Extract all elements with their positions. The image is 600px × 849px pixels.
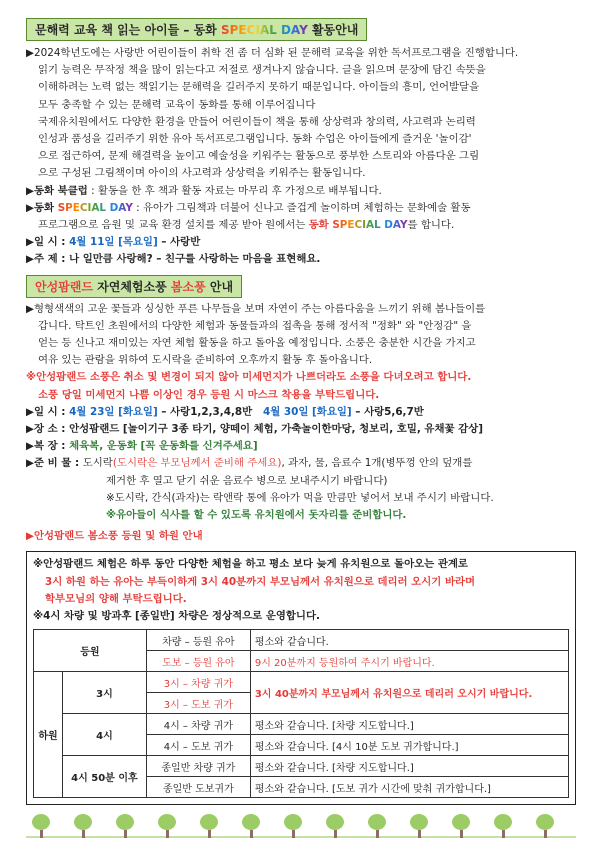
picnic-date-line (26, 404, 576, 421)
cell-note: 평소와 같습니다. [차량 지도합니다.] (250, 756, 568, 777)
tree-icon (242, 814, 260, 838)
date-1: 4월 23일 [화요일] (69, 405, 158, 418)
date-class: – 사랑반 (157, 236, 201, 249)
special-day-line-2 (26, 217, 576, 234)
intro-line: 얻는 등 신나고 재미있는 자연 체험 활동을 하고 돌아올 예정입니다. 소풍은 충분한 시간을 가지고 (38, 337, 476, 350)
theme-value: 나 일만큼 사랑해? – 친구를 사랑하는 마음을 표현해요. (69, 253, 321, 266)
intro-line: ▶형형색색의 고운 꽃들과 싱싱한 푸른 나무들을 보며 자연이 주는 아름다움을 느끼기 위해 봄나들이를 (26, 302, 486, 315)
tree-icon (158, 814, 176, 838)
dismissal-title: ▶안성팜랜드 봄소풍 등원 및 하원 안내 (26, 530, 203, 543)
cell-type: 종일반 도보귀가 (146, 777, 250, 798)
tree-icon (410, 814, 428, 838)
table-row (34, 714, 569, 735)
intro-line: ▶2024학년도에는 사랑반 어린이들이 취학 전 좀 더 심화 된 문해력 교육을 위한 독서프로그램을 진행합니다. (26, 47, 519, 59)
picnic-info (26, 301, 576, 525)
prep-a: 도시락 (82, 457, 113, 470)
tree-icon (200, 814, 218, 838)
cell-type: 3시 – 도보 귀가 (146, 693, 250, 714)
tree-icon (452, 814, 470, 838)
cell-note: 9시 20분까지 등원하여 주시기 바랍니다. (250, 651, 568, 672)
date-2: 4월 30일 [화요일] (263, 405, 352, 418)
reading-date-line (26, 234, 576, 251)
title-mid: 자연체험소풍 (92, 279, 171, 294)
tree-icon (32, 814, 50, 838)
place-value: 안성팜랜드 [놀이기구 3종 타기, 양떼이 체험, 가축놀이한마당, 청보리, 호밀, 유채꽃 감상] (69, 423, 483, 436)
cell-time: 3시 (63, 672, 147, 714)
sp-text-c: 동화 (308, 219, 333, 232)
special-day-line (26, 200, 576, 217)
sp-text-b: 프로그램으로 음원 및 교육 환경 설치를 제공 받아 원에서는 (38, 219, 309, 232)
prep-d: 제거한 후 열고 닫기 쉬운 음료수 병으로 보내주시기 바랍니다) (106, 474, 388, 487)
tree-icon (494, 814, 512, 838)
notice-line: ※안성팜랜드 소풍은 취소 및 변경이 되지 않아 미세먼지가 나쁘더라도 소풍을 다녀오려고 합니다. (26, 371, 472, 384)
table-row (34, 756, 569, 777)
cell-note: 평소와 같습니다. (250, 630, 568, 651)
cell-type: 도보 – 등원 유아 (146, 651, 250, 672)
cell-note: 평소와 같습니다. [차량 지도합니다.] (250, 714, 568, 735)
title-picnic: 봄소풍 (170, 279, 206, 294)
intro-line: 갑니다. 탁트인 초원에서의 다양한 체험과 동물들과의 접촉을 통해 정서적 "정화" 와 "안정감" 을 (38, 319, 472, 332)
tree-icon (368, 814, 386, 838)
place-label: ▶장 소 : (26, 423, 70, 436)
tree-icon (536, 814, 554, 838)
cell-hawon: 하원 (34, 672, 63, 798)
reading-intro (26, 45, 576, 269)
cell-type: 4시 – 도보 귀가 (146, 735, 250, 756)
date-2-class: – 사랑5,6,7반 (351, 405, 424, 418)
cell-type: 3시 – 차량 귀가 (146, 672, 250, 693)
theme-label: ▶주 제 : (26, 253, 70, 266)
picnic-dress-line (26, 438, 576, 455)
bookclub-line (26, 183, 576, 200)
date-1-class: – 사랑1,2,3,4,8반 (157, 405, 253, 418)
special-day-text: SPECIAL DAY (220, 23, 308, 37)
tree-icon (284, 814, 302, 838)
tree-border-decoration (26, 808, 576, 838)
picnic-prep-line (26, 455, 576, 472)
prep-b: (도시락은 부모님께서 준비해 주세요) (112, 457, 282, 470)
cell-type: 종일반 차량 귀가 (146, 756, 250, 777)
notice-line: 소풍 당일 미세먼지 나쁨 이상인 경우 등원 시 마스크 착용을 부탁드립니다. (38, 388, 380, 401)
dismissal-table (33, 629, 569, 798)
date-value: 4월 11일 [목요일] (69, 236, 158, 249)
newsletter-page (26, 18, 576, 805)
cell-type: 4시 – 차량 귀가 (146, 714, 250, 735)
section-title-reading (26, 18, 367, 41)
intro-line: 으로 구성된 그림책이며 아이의 사고력과 상상력을 키워주는 활동입니다. (38, 167, 366, 180)
bookclub-text: : 활동을 한 후 책과 활동 자료는 마무리 후 가정으로 배부됩니다. (87, 184, 382, 197)
cell-note: 평소와 같습니다. [도보 귀가 시간에 맞춰 귀가합니다.] (250, 777, 568, 798)
tree-icon (326, 814, 344, 838)
title-end: 안내 (205, 279, 234, 294)
bookclub-label: ▶동화 북클럽 (26, 184, 88, 197)
dress-label: ▶복 장 : (26, 440, 70, 453)
prep-label: ▶준 비 물 : (26, 457, 83, 470)
prep-f: ※유아들이 식사를 할 수 있도록 유치원에서 돗자리를 준비합니다. (106, 509, 407, 522)
dismissal-box (26, 551, 576, 805)
cell-time: 4시 50분 이후 (63, 756, 147, 798)
tree-icon (74, 814, 92, 838)
cell-note: 평소와 같습니다. [4시 10분 도보 귀가합니다.] (250, 735, 568, 756)
title-text: 문해력 교육 책 읽는 아이들 – 동화 (35, 23, 221, 37)
cell-dengwon: 등원 (34, 630, 147, 672)
cell-time: 4시 (63, 714, 147, 756)
title-text-end: 활동안내 (307, 23, 359, 37)
table-row (34, 672, 569, 693)
reading-theme-line (26, 251, 576, 268)
box-line: 학부모님의 양해 부탁드립니다. (45, 592, 187, 605)
sp-label-rainbow: SPECIAL DAY (57, 201, 133, 214)
cell-type: 차량 – 등원 유아 (146, 630, 250, 651)
title-farm: 안성팜랜드 (35, 279, 93, 294)
prep-e: ※도시락, 간식(과자)는 락앤락 통에 유아가 먹을 만큼만 넣어서 보내 주시기 바랍니다. (106, 491, 494, 504)
date-label: ▶일 시 : (26, 236, 70, 249)
sp-text-e: 를 합니다. (407, 219, 455, 232)
box-line: ※안성팜랜드 체험은 하루 동안 다양한 체험을 하고 평소 보다 늦게 유치원으로 돌아오는 관계로 (33, 558, 468, 571)
intro-line: 인성과 품성을 길러주기 위한 유아 독서프로그램입니다. 동화 수업은 아이들에게 즐거운 '놀이감' (38, 133, 472, 146)
box-line: 3시 하원 하는 유아는 부득이하게 3시 40분까지 부모님께서 유치원으로 데리러 오시기 바라며 (45, 575, 476, 588)
intro-line: 모두 충족할 수 있는 문해력 교육이 동화를 통해 이루어집니다 (38, 98, 316, 111)
dress-value: 체육복, 운동화 [꼭 운동화를 신겨주세요] (69, 440, 258, 453)
table-row (34, 630, 569, 651)
tree-icon (116, 814, 134, 838)
intro-line: 국제유치원에서도 다양한 환경을 만들어 어린이들이 책을 통해 상상력과 창의력, 사고력과 논리력 (38, 115, 476, 128)
intro-line: 으로 접근하여, 문제 해결력을 높이고 예술성을 키워주는 활동으로 풍부한 스토리와 아름다운 그림 (38, 150, 480, 163)
sp-label: ▶동화 (26, 201, 58, 214)
box-line: ※4시 차량 및 방과후 [종일반] 차량은 정상적으로 운영합니다. (33, 610, 320, 623)
prep-c: , 과자, 물, 음료수 1개(병뚜껑 안의 덮개를 (281, 457, 473, 470)
sp-text-d: SPECIAL DAY (332, 219, 408, 232)
sp-text: : 유아가 그림책과 더불어 신나고 즐겁게 놀이하며 체험하는 문화예술 활동 (132, 201, 471, 214)
cell-note: 3시 40분까지 부모님께서 유치원으로 데리러 오시기 바랍니다. (250, 672, 568, 714)
intro-line: 여유 있는 관람을 위하여 도시락을 준비하여 오후까지 활동 후 돌아옵니다. (38, 354, 373, 367)
date-label: ▶일 시 : (26, 405, 70, 418)
intro-line: 이해하려는 노력 없는 책읽기는 문해력을 길러주지 못하기 때문입니다. 아이들의 흥미, 언어발달을 (38, 81, 480, 94)
intro-line: 읽기 능력은 무작정 책을 많이 읽는다고 저절로 생겨나지 않습니다. 글을 읽으며 문장에 담긴 속뜻을 (38, 64, 486, 77)
section-title-picnic (26, 275, 242, 298)
picnic-place-line (26, 421, 576, 438)
